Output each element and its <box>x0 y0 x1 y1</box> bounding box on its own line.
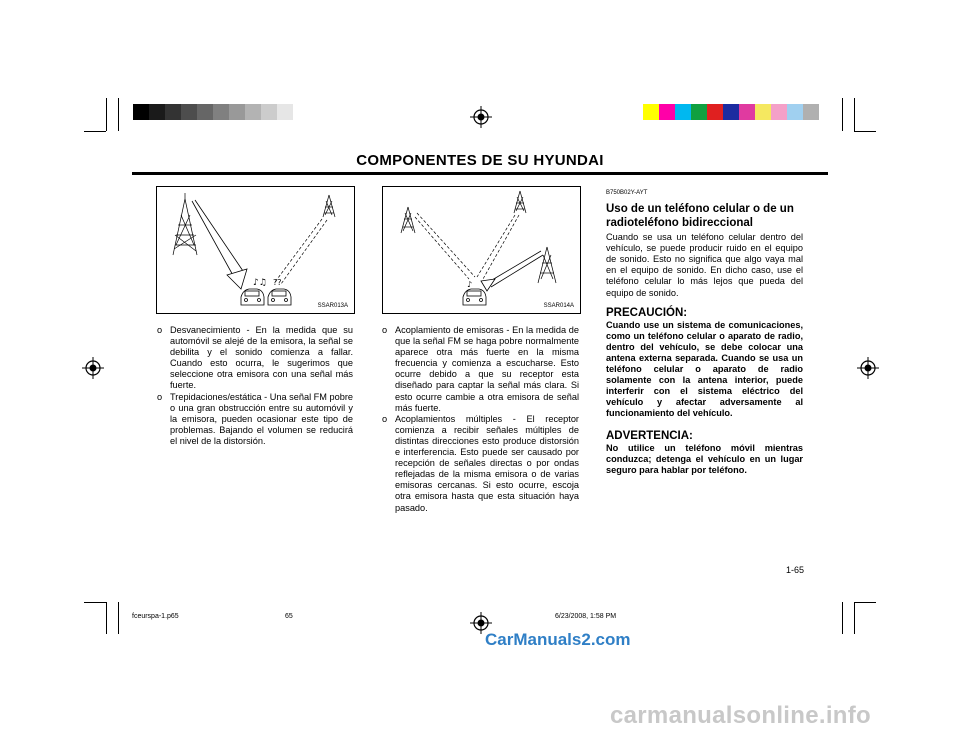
page-number: 1-65 <box>786 565 805 575</box>
color-swatch <box>165 104 181 120</box>
color-swatch <box>707 104 723 120</box>
color-swatch <box>133 104 149 120</box>
footer-date: 6/23/2008, 1:58 PM <box>555 613 617 620</box>
color-swatch <box>771 104 787 120</box>
registration-target-icon <box>82 357 104 379</box>
svg-text:♪♫: ♪♫ <box>253 278 267 288</box>
section-code: B750B02Y-AYT <box>606 190 648 196</box>
figure-station-capture <box>382 186 581 314</box>
crop-mark <box>84 131 106 132</box>
caution-heading: PRECAUCIÓN: <box>606 306 688 319</box>
page-title: COMPONENTES DE SU HYUNDAI <box>356 152 604 169</box>
color-swatch <box>181 104 197 120</box>
crop-mark <box>118 602 119 634</box>
bullet: o <box>157 391 163 402</box>
crop-mark <box>118 98 119 131</box>
registration-target-icon <box>470 106 492 128</box>
crop-mark <box>842 98 843 131</box>
color-swatch <box>659 104 675 120</box>
bullet: o <box>382 325 388 335</box>
column-3 <box>606 188 803 476</box>
grayscale-bar <box>133 104 293 120</box>
list-item <box>382 414 579 514</box>
color-swatch <box>723 104 739 120</box>
color-swatch <box>739 104 755 120</box>
crop-mark <box>106 602 107 634</box>
section-heading: Uso de un teléfono celular o de un radioteléfono bidireccional <box>606 203 794 230</box>
fading-signal-illustration <box>157 187 354 313</box>
color-swatch <box>803 104 819 120</box>
warning-heading: ADVERTENCIA: <box>606 429 693 442</box>
color-swatch <box>643 104 659 120</box>
watermark-top: CarManuals2.com <box>485 630 631 649</box>
color-swatch <box>261 104 277 120</box>
section-body: Cuando se usa un teléfono celular dentro del vehículo, se puede producir ruido en el equipo de sonido. Esto no significa que algo vaya mal en el equipo de sonido. En dicho caso, use el teléfono celular lo más lejos que pueda del equipo de sonido. <box>606 232 803 298</box>
header-rule <box>132 172 828 175</box>
list-item-text: Acoplamiento de emisoras - En la medida de que la señal FM se haga pobre normalmente aparece otra más fuerte en la misma frecuencia y comienza a escucharse. Esto ocurre debido a que su receptor esta diseñado para captar la señal más clara. Si esto ocurre cambie a otra emisora de señal más fuerte. <box>395 325 579 413</box>
color-swatch <box>149 104 165 120</box>
list-item <box>157 392 353 447</box>
color-swatch <box>691 104 707 120</box>
color-bar <box>643 104 819 120</box>
color-swatch <box>229 104 245 120</box>
list-item <box>382 325 579 414</box>
color-swatch <box>213 104 229 120</box>
column-1 <box>157 325 353 447</box>
station-capture-illustration <box>383 187 580 313</box>
color-swatch <box>787 104 803 120</box>
svg-text:??: ?? <box>273 278 282 287</box>
registration-target-icon <box>857 357 879 379</box>
svg-text:♪: ♪ <box>467 280 473 289</box>
crop-mark <box>854 131 876 132</box>
crop-mark <box>854 602 855 634</box>
color-swatch <box>277 104 293 120</box>
crop-mark <box>84 602 106 603</box>
watermark-bottom: carmanualsonline.info <box>610 702 872 729</box>
list-item-text: Acoplamientos múltiples - El receptor comienza a recibir señales múltiples de distintas direcciones esto produce distorsión e interferencia. Esto puede ser causado por recepción de señales directas o por ondas reflejadas de la misma emisora o de varias emisoras cercanas. Si esto ocurre, escoja otra emisora hasta que esta situación haya pasado. <box>395 413 579 513</box>
column-2 <box>382 325 579 514</box>
figure-fading-signal <box>156 186 355 314</box>
footer-file: fceurspa-1.p65 <box>132 613 179 620</box>
color-swatch <box>675 104 691 120</box>
list-item <box>157 325 353 392</box>
list-item-text: Desvanecimiento - En la medida que su automóvil se alejé de la emisora, la señal se debilita y el sonido comienza a fallar. Cuando esto ocurra, le sugerimos que seleccione otra emisora con una señal más fuerte. <box>170 325 353 391</box>
caution-text: Cuando use un sistema de comunicaciones, como un teléfono celular o aparato de radio, dentro del vehículo, se debe colocar una antena externa separada. Cuando se usa un teléfono celular o aparato de radio solamente con la antena interior, puede interferir con el sistema eléctrico del vehículo y afectar adversamente al funcionamiento del vehículo. <box>606 319 803 419</box>
crop-mark <box>106 98 107 131</box>
bullet: o <box>157 325 163 335</box>
color-swatch <box>755 104 771 120</box>
color-swatch <box>245 104 261 120</box>
crop-mark <box>854 98 855 131</box>
color-swatch <box>197 104 213 120</box>
list-item-text: Trepidaciones/estática - Una señal FM pobre o una gran obstrucción entre su automóvil y la emisora, pueden ocasionar este tipo de problemas. Bajando el volumen se reducirá el nivel de la distorsión. <box>170 391 353 446</box>
warning-text: No utilice un teléfono móvil mientras conduzca; detenga el vehículo en un lugar seguro para hablar por teléfono. <box>606 442 803 475</box>
crop-mark <box>842 602 843 634</box>
figure-code: SSAR013A <box>317 303 348 309</box>
bullet: o <box>382 413 388 424</box>
footer-page: 65 <box>285 613 293 620</box>
crop-mark <box>854 602 876 603</box>
figure-code: SSAR014A <box>543 303 574 309</box>
